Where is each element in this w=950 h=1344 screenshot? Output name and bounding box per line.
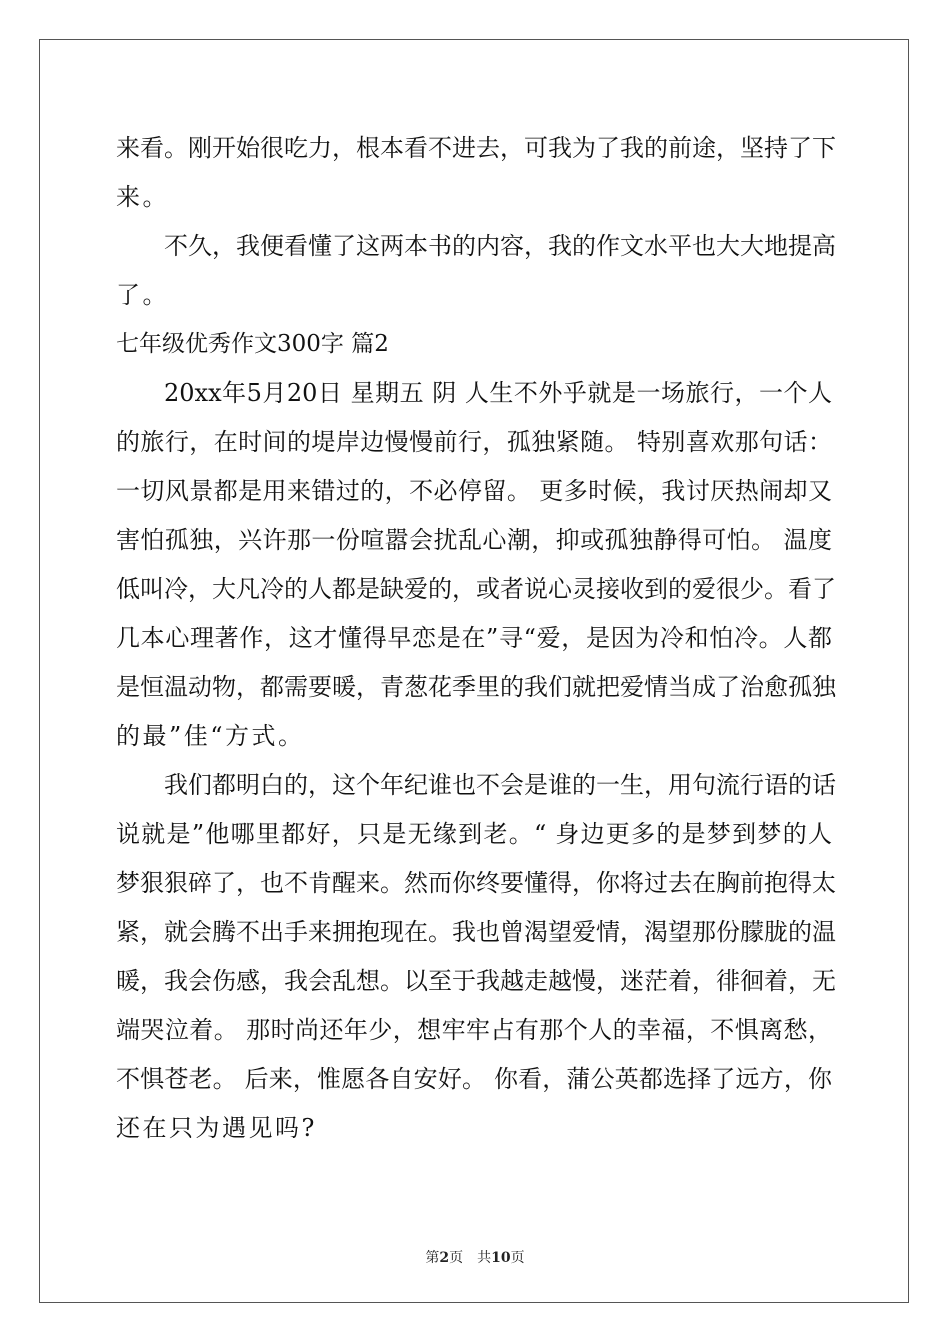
text-line: 说就是”他哪里都好，只是无缘到老。“ 身边更多的是梦到梦的人 — [116, 820, 832, 848]
text-line: 了。 — [116, 281, 169, 309]
page-footer — [0, 1247, 950, 1267]
text-line: 端哭泣着。 那时尚还年少，想牢牢占有那个人的幸福，不惧离愁， — [116, 1016, 832, 1044]
text-line: 20xx年5月20日 星期五 阴 人生不外乎就是一场旅行，一个人 — [164, 379, 832, 407]
text-line: 不久，我便看懂了这两本书的内容，我的作文水平也大大地提高 — [164, 232, 836, 260]
total-pages: 10 — [491, 1250, 511, 1266]
text-line: 的旅行，在时间的堤岸边慢慢前行，孤独紧随。 特别喜欢那句话： — [116, 428, 832, 456]
text-line: 我们都明白的，这个年纪谁也不会是谁的一生，用句流行语的话 — [164, 771, 836, 799]
total-prefix: 共 — [477, 1250, 492, 1266]
text-line: 来。 — [116, 183, 169, 211]
text-line: 是恒温动物，都需要暖，青葱花季里的我们就把爱情当成了治愈孤独 — [116, 673, 836, 701]
text-line: 暖，我会伤感，我会乱想。以至于我越走越慢，迷茫着，徘徊着，无 — [116, 967, 836, 995]
text-line: 一切风景都是用来错过的，不必停留。 更多时候，我讨厌热闹却又 — [116, 477, 832, 505]
page-prefix: 第 — [425, 1250, 440, 1266]
text-line: 还在只为遇见吗? — [116, 1114, 317, 1142]
total-suffix: 页 — [510, 1250, 525, 1266]
text-line: 紧，就会腾不出手来拥抱现在。我也曾渴望爱情，渴望那份朦胧的温 — [116, 918, 836, 946]
page-suffix: 页 — [449, 1250, 464, 1266]
text-line: 低叫冷，大凡冷的人都是缺爱的，或者说心灵接收到的爱很少。看了 — [116, 575, 836, 603]
text-line: 不惧苍老。 后来，惟愿各自安好。 你看，蒲公英都选择了远方，你 — [116, 1065, 832, 1093]
text-line: 梦狠狠碎了，也不肯醒来。然而你终要懂得，你将过去在胸前抱得太 — [116, 869, 836, 897]
text-line: 的最”佳“方式。 — [116, 722, 305, 750]
text-line: 来看。刚开始很吃力，根本看不进去，可我为了我的前途，坚持了下 — [116, 134, 836, 162]
page-number: 2 — [439, 1250, 450, 1266]
document-body — [116, 124, 836, 1153]
section-heading: 七年级优秀作文300字 篇2 — [116, 331, 389, 357]
text-line: 几本心理著作，这才懂得早恋是在”寻“爱，是因为冷和怕冷。人都 — [116, 624, 832, 652]
text-line: 害怕孤独，兴许那一份喧嚣会扰乱心潮，抑或孤独静得可怕。 温度 — [116, 526, 832, 554]
